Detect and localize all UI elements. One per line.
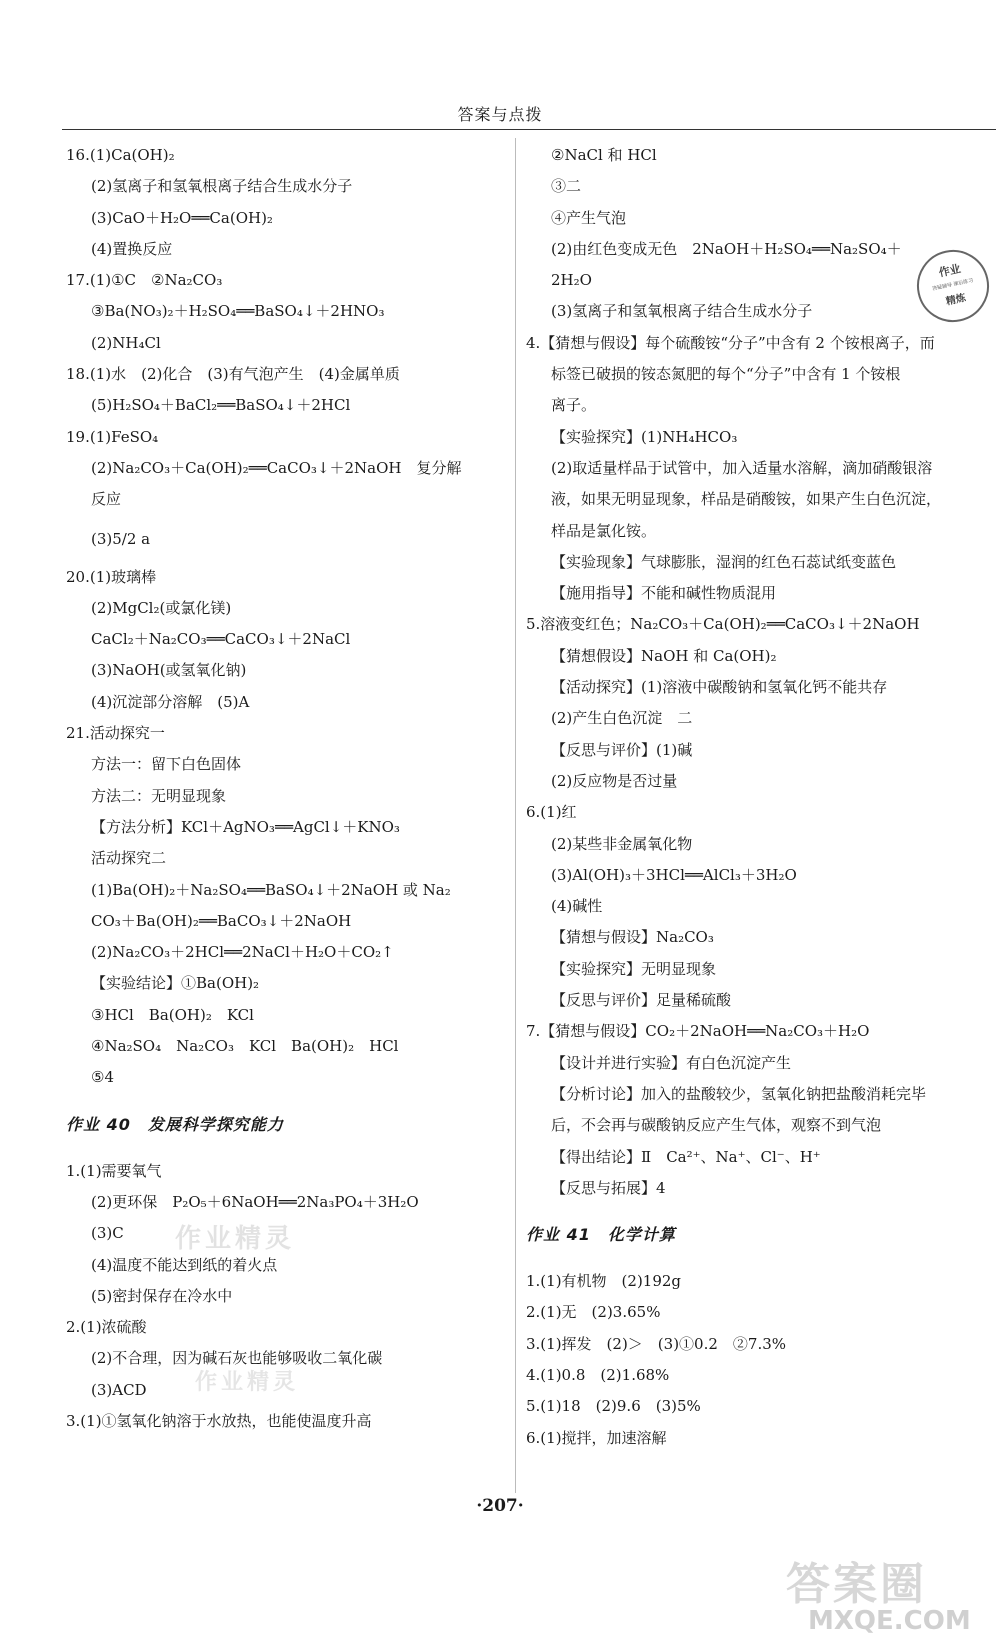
right-answer-line: 【实验探究】无明显现象: [551, 959, 717, 978]
right-answer-line: 离子。: [551, 396, 597, 415]
left-answer-line: CO₃＋Ba(OH)₂══BaCO₃↓＋2NaOH: [91, 911, 352, 930]
left-answer-line: 20.(1)玻璃棒: [66, 567, 157, 586]
right-answer-line: 【施用指导】不能和碱性物质混用: [551, 584, 777, 603]
right-answer-line: 2.(1)无 (2)3.65%: [526, 1303, 661, 1322]
column-divider: [515, 138, 516, 1493]
left-answer-line: ③Ba(NO₃)₂＋H₂SO₄══BaSO₄↓＋2HNO₃: [91, 302, 385, 321]
left-answer-line: (2)NH₄Cl: [91, 333, 161, 352]
right-answer-line: (4)碱性: [551, 897, 603, 916]
right-column: [526, 140, 996, 1454]
right-answer-line: 【反思与拓展】4: [551, 1178, 666, 1197]
left-answer-line: (4)沉淀部分溶解 (5)A: [91, 692, 250, 711]
right-answer-line: 7.【猜想与假设】CO₂＋2NaOH══Na₂CO₃＋H₂O: [526, 1022, 870, 1041]
left-answer-line: ⑤4: [91, 1068, 114, 1087]
left-answer-line: 18.(1)水 (2)化合 (3)有气泡产生 (4)金属单质: [66, 365, 400, 384]
stamp-line-2: 答疑辅导 课后练习: [931, 277, 974, 293]
left-answer-line: (2)Na₂CO₃＋2HCl══2NaCl＋H₂O＋CO₂↑: [91, 943, 394, 962]
left-answer-line: 方法二：无明显现象: [91, 786, 227, 805]
right-answer-line: 【设计并进行实验】有白色沉淀产生: [551, 1053, 792, 1072]
right-answer-line: ③二: [551, 177, 582, 196]
page-number: ·207·: [476, 1496, 524, 1516]
right-answer-line: ②NaCl 和 HCl: [551, 146, 657, 164]
left-answer-line: ④Na₂SO₄ Na₂CO₃ KCl Ba(OH)₂ HCl: [91, 1037, 399, 1056]
left-answer-line: 2.(1)浓硫酸: [66, 1318, 147, 1337]
right-answer-line: 【猜想与假设】Na₂CO₃: [551, 928, 714, 947]
left-answer-line: 方法一：留下白色固体: [91, 755, 242, 774]
right-answer-line: 样品是氯化铵。: [551, 521, 657, 540]
left-answer-line: (1)Ba(OH)₂＋Na₂SO₄══BaSO₄↓＋2NaOH 或 Na₂: [91, 880, 451, 899]
right-answer-line: 【反思与评价】(1)碱: [551, 740, 693, 759]
right-answer-line: 4.【猜想与假设】每个硫酸铵“分子”中含有 2 个铵根离子，而: [526, 333, 935, 352]
stamp-line-1: 作业: [937, 262, 962, 280]
watermark-text: 作业精灵: [175, 1224, 296, 1254]
right-answer-line: (2)反应物是否过量: [551, 771, 678, 790]
right-answer-line: (2)由红色变成无色 2NaOH＋H₂SO₄══Na₂SO₄＋: [551, 239, 902, 258]
right-answer-line: 6.(1)搅拌，加速溶解: [526, 1428, 667, 1447]
right-answer-line: 【猜想假设】NaOH 和 Ca(OH)₂: [551, 646, 777, 665]
left-answer-line: (5)H₂SO₄＋BaCl₂══BaSO₄↓＋2HCl: [91, 396, 351, 415]
right-answer-line: 后，不会再与碳酸钠反应产生气体，观察不到气泡: [551, 1116, 882, 1135]
left-answer-line: (3)ACD: [91, 1380, 147, 1399]
left-answer-line: (2)不合理，因为碱石灰也能够吸收二氧化碳: [91, 1349, 383, 1368]
right-answer-line: 5.(1)18 (2)9.6 (3)5%: [526, 1397, 701, 1416]
stamp-line-3: 精炼: [945, 292, 967, 308]
left-answer-line: (2)氢离子和氢氧根离子结合生成水分子: [91, 177, 353, 196]
right-answer-line: 6.(1)红: [526, 803, 577, 822]
right-answer-line: 【实验现象】气球膨胀，湿润的红色石蕊试纸变蓝色: [551, 552, 897, 571]
right-answer-line: 【活动探究】(1)溶液中碳酸钠和氢氧化钙不能共存: [551, 678, 888, 697]
left-answer-line: (2)更环保 P₂O₅＋6NaOH══2Na₃PO₄＋3H₂O: [91, 1192, 419, 1211]
right-answer-line: (3)Al(OH)₃＋3HCl══AlCl₃＋3H₂O: [551, 865, 797, 884]
right-answer-line: (2)产生白色沉淀 二: [551, 709, 693, 728]
right-answer-line: (2)某些非金属氧化物: [551, 834, 693, 853]
left-answer-line: 3.(1)①氢氧化钠溶于水放热，也能使温度升高: [66, 1411, 372, 1430]
watermark-text-2: 作业精灵: [195, 1370, 300, 1395]
right-answer-line: 【实验探究】(1)NH₄HCO₃: [551, 427, 738, 446]
right-answer-line: 4.(1)0.8 (2)1.68%: [526, 1365, 670, 1384]
logo-text: 答案圈: [786, 1559, 927, 1610]
left-answer-line: (3)NaOH(或氢氧化钠): [91, 661, 247, 680]
left-answer-line: 【实验结论】①Ba(OH)₂: [91, 974, 260, 993]
section-heading: 作业 41 化学计算: [526, 1225, 676, 1245]
right-answer-line: 【反思与评价】足量稀硫酸: [551, 991, 732, 1010]
right-answer-line: 标签已破损的铵态氮肥的每个“分子”中含有 1 个铵根: [551, 365, 901, 384]
left-answer-line: (4)置换反应: [91, 239, 173, 258]
header-rule: [62, 129, 996, 130]
right-answer-line: 液，如果无明显现象，样品是硝酸铵，如果产生白色沉淀，: [551, 490, 942, 509]
right-answer-line: ④产生气泡: [551, 208, 627, 227]
right-answer-line: 3.(1)挥发 (2)＞ (3)①0.2 ②7.3%: [526, 1334, 787, 1353]
left-answer-line: (5)密封保存在冷水中: [91, 1286, 233, 1305]
left-answer-line: (2)MgCl₂(或氯化镁): [91, 598, 232, 617]
left-answer-line: 17.(1)①C ②Na₂CO₃: [66, 271, 223, 290]
left-answer-line: 19.(1)FeSO₄: [66, 427, 159, 446]
left-answer-line: (4)温度不能达到纸的着火点: [91, 1255, 278, 1274]
section-heading: 作业 40 发展科学探究能力: [66, 1114, 284, 1134]
right-answer-line: 5.溶液变红色；Na₂CO₃＋Ca(OH)₂══CaCO₃↓＋2NaOH: [526, 615, 920, 634]
left-answer-line: (3)5/2 a: [91, 529, 151, 548]
left-answer-line: (3)C: [91, 1224, 124, 1243]
left-answer-line: 21.活动探究一: [66, 724, 165, 743]
left-answer-line: CaCl₂＋Na₂CO₃══CaCO₃↓＋2NaCl: [91, 630, 351, 649]
left-answer-line: (3)CaO＋H₂O══Ca(OH)₂: [91, 208, 273, 227]
site-logo: [786, 1548, 991, 1648]
left-answer-line: 1.(1)需要氧气: [66, 1161, 162, 1180]
left-answer-line: 16.(1)Ca(OH)₂: [66, 146, 175, 164]
left-answer-line: (2)Na₂CO₃＋Ca(OH)₂══CaCO₃↓＋2NaOH 复分解: [91, 458, 462, 477]
left-answer-line: 活动探究二: [91, 849, 167, 868]
right-answer-line: 【分析讨论】加入的盐酸较少，氢氧化钠把盐酸消耗完毕: [551, 1084, 927, 1103]
right-answer-line: 1.(1)有机物 (2)192g: [526, 1272, 682, 1291]
left-answer-line: ③HCl Ba(OH)₂ KCl: [91, 1005, 254, 1024]
logo-domain: MXQE.COM: [808, 1606, 971, 1636]
right-answer-line: 【得出结论】Ⅱ Ca²⁺、Na⁺、Cl⁻、H⁺: [551, 1147, 821, 1166]
page-header-title: 答案与点拨: [457, 105, 543, 124]
left-answer-line: 【方法分析】KCl＋AgNO₃══AgCl↓＋KNO₃: [91, 817, 400, 836]
right-answer-line: (2)取适量样品于试管中，加入适量水溶解，滴加硝酸银溶: [551, 458, 933, 477]
left-answer-line: 反应: [91, 490, 122, 509]
right-answer-line: 2H₂O: [551, 271, 592, 290]
right-answer-line: (3)氢离子和氢氧根离子结合生成水分子: [551, 302, 813, 321]
